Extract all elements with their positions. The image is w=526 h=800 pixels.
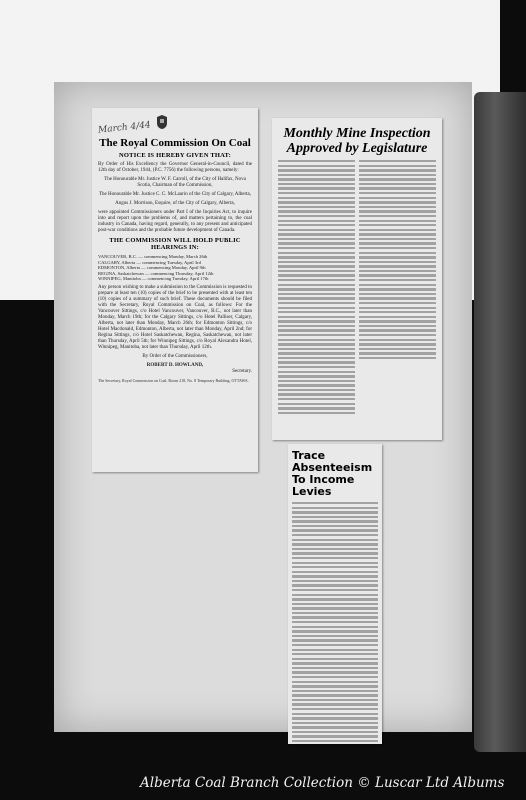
album-binder-edge — [474, 92, 526, 752]
royal-commission-notice-clipping — [92, 108, 258, 472]
article-column-text — [359, 160, 436, 416]
hearing-row: VANCOUVER, B.C. — commencing Monday, March 26th — [98, 254, 208, 259]
hearing-row: WINNIPEG, Manitoba — commencing Tuesday, April 17th — [98, 276, 209, 282]
notice-footer: The Secretary, Royal Commission on Coal, Room 218, No. 8 Temporary Building, OTTAWA. — [98, 377, 249, 383]
article-column-text — [278, 160, 355, 416]
collection-caption: Alberta Coal Branch Collection © Luscar Ltd Albums — [140, 775, 505, 791]
hearings-heading: THE COMMISSION WILL HOLD PUBLIC HEARINGS IN: — [109, 237, 241, 251]
mine-inspection-clipping — [272, 118, 442, 440]
article-photo — [359, 334, 436, 336]
absenteeism-headline: Trace Absenteeism To Income Levies — [292, 449, 373, 498]
mine-inspection-headline: Monthly Mine Inspection Approved by Legislature — [283, 126, 431, 156]
notice-paragraph: were appointed Commissioners under Part I of the Inquiries Act, to inquire into and report upon the problems of, and matters pertaining to, the coal industry in Canada, having regard, generally, to any present and anticipated post-war conditions and the probable future development of Canada. — [98, 210, 252, 233]
notice-paragraph: By Order of His Excellency the Governor General-in-Council, dated the 12th day of October, 1944, (P.C. 7756) the following persons, namely: — [98, 162, 252, 173]
notice-paragraph: The Honourable Mr. Justice W. F. Carroll, of the City of Halifax, Nova Scotia, Chairman of the Commission, — [104, 177, 246, 188]
absenteeism-clipping — [288, 444, 382, 744]
article-columns — [278, 160, 436, 416]
royal-crest-icon — [155, 114, 169, 130]
hearings-list — [98, 254, 252, 282]
signer-name: ROBERT D. HOWLAND, — [146, 362, 204, 368]
notice-paragraph: Angus J. Morrison, Esquire, of the City of Calgary, Alberta, — [115, 201, 235, 206]
article-column-text — [292, 502, 378, 744]
notice-heading: NOTICE IS HEREBY GIVEN THAT: — [119, 152, 231, 159]
hearing-row: REGINA, Saskatchewan — commencing Thursday, April 12th — [98, 270, 214, 276]
signer-title: Secretary. — [232, 368, 252, 374]
hearing-row: CALGARY, Alberta — commencing Tuesday, April 3rd — [98, 259, 201, 265]
notice-paragraph: Any person wishing to make a submission to the Commission is requested to prepare at least ten (10) copies of the brief to be presented with at least ten (10) copies of a summary of such brief. These documents should be filed with the Secretary, Royal Commission on Coal, as follows: For the Vancouver Sittings, c/o Hotel Vancouver, Vancouver, B.C., not later than Monday, March 19th; for the Calgary Sittings, c/o Hotel Palliser, Calgary, Alberta, not later than Monday, March 26th; for Edmonton Sittings, c/o Hotel Macdonald, Edmonton, Alberta, not later than Monday, April 2nd; for Regina Sittings, c/o Hotel Saskatchewan, Regina, Saskatchewan, not later than Thursday, April 5th; for Winnipeg Sittings, c/o Royal Alexandra Hotel, Winnipeg, Manitoba, not later than Thursday, April 12th. — [98, 284, 252, 350]
notice-title: The Royal Commission On Coal — [99, 137, 251, 149]
hearing-row: EDMONTON, Alberta — commencing Monday, April 9th — [98, 265, 206, 271]
handwritten-date: March 4/44 — [97, 120, 152, 136]
notice-paragraph: The Honourable Mr. Justice C. C. McLaurin of the City of Calgary, Alberta, — [98, 192, 251, 197]
by-order-line: By Order of the Commissioners, — [142, 353, 208, 359]
